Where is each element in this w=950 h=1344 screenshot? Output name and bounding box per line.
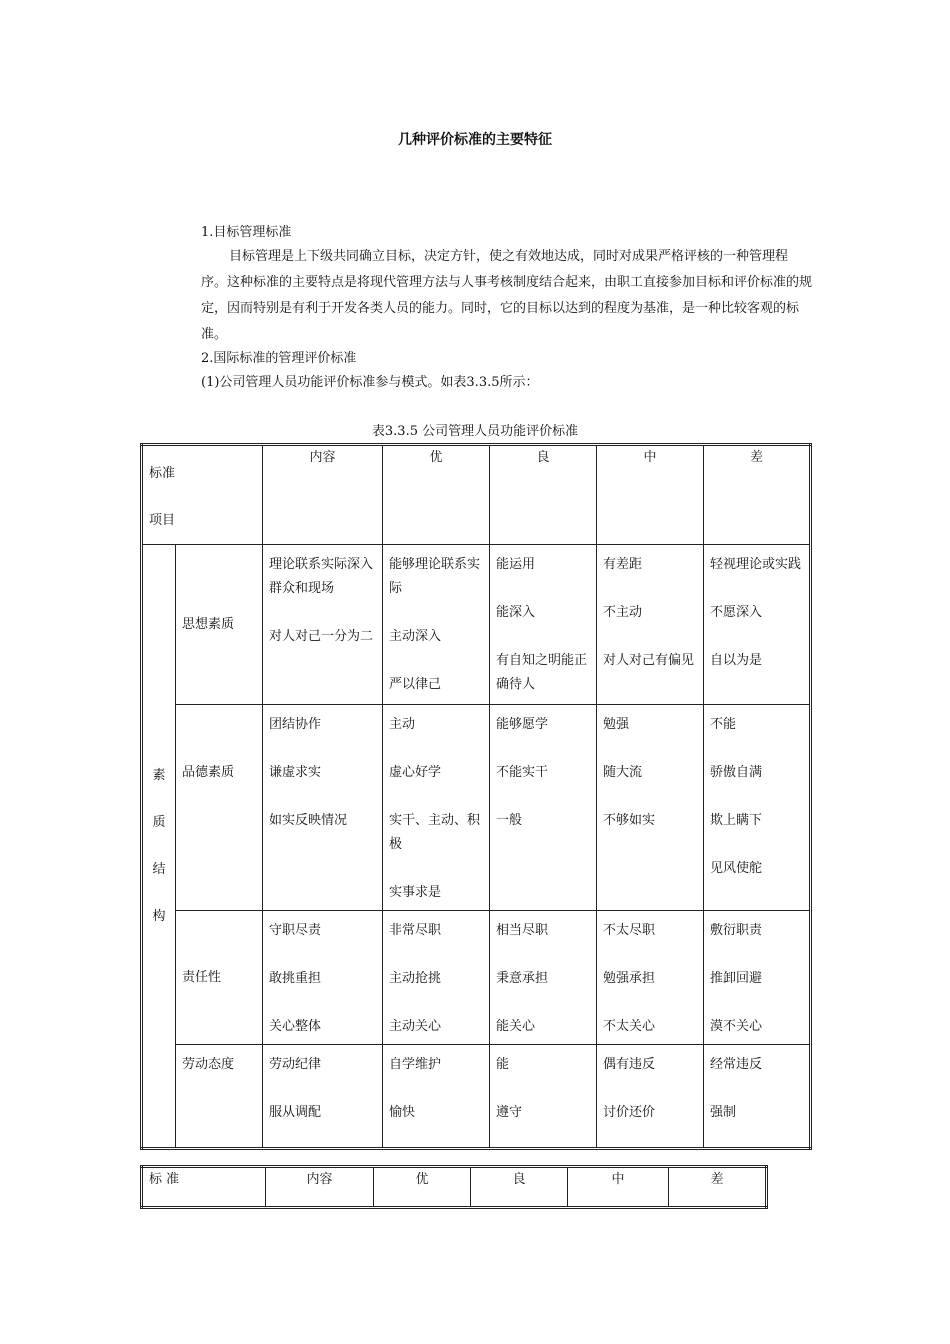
poor-cell: 经常违反 强制 (704, 1045, 811, 1149)
header-excellent: 优 (374, 1167, 471, 1208)
poor-cell: 轻视理论或实践 不愿深入 自以为是 (704, 545, 811, 705)
section-heading-1: 1.目标管理标准 (201, 225, 292, 240)
good-cell: 相当尽职 秉意承担 能关心 (490, 911, 597, 1045)
header-poor: 差 (704, 445, 811, 545)
header-medium: 中 (568, 1167, 669, 1208)
content-cell: 团结协作 谦虚求实 如实反映情况 (263, 705, 383, 911)
content-cell: 守职尽责 敢挑重担 关心整体 (263, 911, 383, 1045)
table-header-row (142, 445, 811, 545)
table-row (142, 1045, 811, 1149)
subcategory-cell: 责任性 (176, 911, 263, 1045)
category-cell: 素 质 结 构 (142, 545, 176, 1149)
header-good: 良 (490, 445, 597, 545)
excellent-cell: 能够理论联系实际 主动深入 严以律己 (383, 545, 490, 705)
header-standard: 标 准 (142, 1167, 266, 1208)
table-row (142, 705, 811, 911)
table-caption: 表3.3.5 公司管理人员功能评价标准 (371, 424, 579, 439)
header-content: 内容 (263, 445, 383, 545)
medium-cell: 偶有违反 讨价还价 (597, 1045, 704, 1149)
header-poor: 差 (669, 1167, 767, 1208)
content-cell: 理论联系实际深入群众和现场 对人对己一分为二 (263, 545, 383, 705)
table-header-row (142, 1167, 767, 1208)
table-row (142, 545, 811, 705)
excellent-cell: 自学维护 愉快 (383, 1045, 490, 1149)
medium-cell: 有差距 不主动 对人对己有偏见 (597, 545, 704, 705)
subcategory-cell: 劳动态度 (176, 1045, 263, 1149)
evaluation-table-continued (140, 1165, 768, 1209)
section-heading-2: 2.国际标准的管理评价标准 (201, 351, 357, 366)
paragraph-mbo: 目标管理是上下级共同确立目标，决定方针，使之有效地达成，同时对成果严格评核的一种管理程序。这种标准的主要特点是将现代管理方法与人事考核制度结合起来，由职工直接参加目标和评价标准的规定，因而特别是有利于开发各类人员的能力。同时，它的目标以达到的程度为基准，是一种比较客观的标准。 (201, 249, 813, 342)
document-title: 几种评价标准的主要特征 (398, 132, 552, 148)
evaluation-table (140, 443, 812, 1150)
medium-cell: 勉强 随大流 不够如实 (597, 705, 704, 911)
content-cell: 劳动纪律 服从调配 (263, 1045, 383, 1149)
subsection-heading-1: (1)公司管理人员功能评价标准参与模式。如表3.3.5所示： (201, 375, 539, 390)
poor-cell: 敷衍职责 推卸回避 漠不关心 (704, 911, 811, 1045)
medium-cell: 不太尽职 勉强承担 不太关心 (597, 911, 704, 1045)
header-good: 良 (471, 1167, 568, 1208)
excellent-cell: 非常尽职 主动抢挑 主动关心 (383, 911, 490, 1045)
table-row (142, 911, 811, 1045)
header-medium: 中 (597, 445, 704, 545)
excellent-cell: 主动 虚心好学 实干、主动、积极 实事求是 (383, 705, 490, 911)
header-standard-item: 标准 项目 (142, 445, 263, 545)
good-cell: 能够愿学 不能实干 一般 (490, 705, 597, 911)
good-cell: 能 遵守 (490, 1045, 597, 1149)
poor-cell: 不能 骄傲自满 欺上瞒下 见风使舵 (704, 705, 811, 911)
subcategory-cell: 品德素质 (176, 705, 263, 911)
subcategory-cell: 思想素质 (176, 545, 263, 705)
header-content: 内容 (266, 1167, 374, 1208)
good-cell: 能运用 能深入 有自知之明能正确待人 (490, 545, 597, 705)
header-excellent: 优 (383, 445, 490, 545)
